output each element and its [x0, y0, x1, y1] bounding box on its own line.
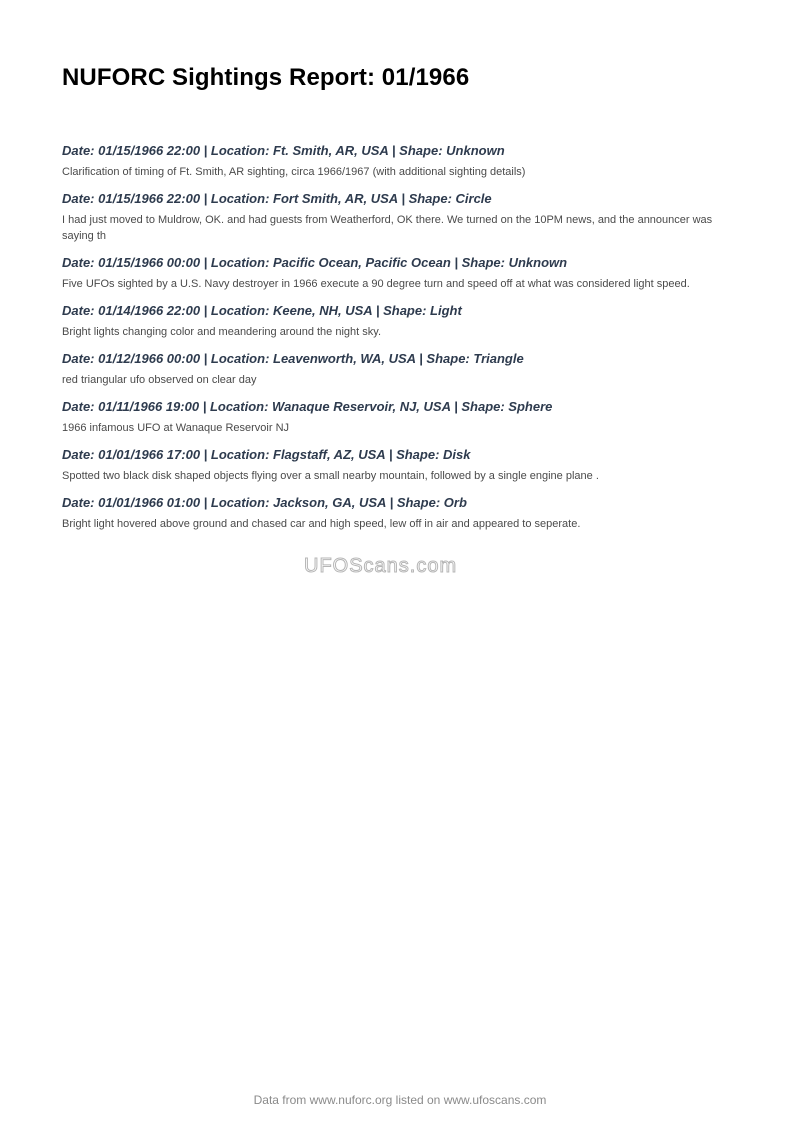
list-item — [62, 494, 742, 532]
sighting-heading: Date: 01/14/1966 22:00 | Location: Keene, NH, USA | Shape: Light — [62, 303, 462, 318]
list-item — [62, 302, 742, 340]
sighting-heading: Date: 01/01/1966 01:00 | Location: Jackson, GA, USA | Shape: Orb — [62, 495, 467, 510]
sighting-heading: Date: 01/15/1966 22:00 | Location: Ft. Smith, AR, USA | Shape: Unknown — [62, 143, 505, 158]
page-title: NUFORC Sightings Report: 01/1966 — [62, 64, 470, 91]
sighting-description: I had just moved to Muldrow, OK. and had guests from Weatherford, OK there. We turned on the 10PM news, and the announcer was saying th — [62, 214, 713, 242]
sighting-description: Bright light hovered above ground and chased car and high speed, lew off in air and appeared to seperate. — [62, 518, 581, 530]
list-item — [62, 398, 742, 436]
sighting-description: Five UFOs sighted by a U.S. Navy destroyer in 1966 execute a 90 degree turn and speed off at what was considered light speed. — [62, 278, 690, 290]
sighting-heading: Date: 01/01/1966 17:00 | Location: Flagstaff, AZ, USA | Shape: Disk — [62, 447, 471, 462]
sighting-heading: Date: 01/15/1966 00:00 | Location: Pacific Ocean, Pacific Ocean | Shape: Unknown — [62, 255, 568, 270]
list-item — [62, 446, 742, 484]
sighting-heading: Date: 01/11/1966 19:00 | Location: Wanaque Reservoir, NJ, USA | Shape: Sphere — [62, 399, 553, 414]
sighting-description: Bright lights changing color and meandering around the night sky. — [62, 326, 381, 338]
page-footer: Data from www.nuforc.org listed on www.ufoscans.com — [253, 1093, 547, 1107]
watermark: UFOScans.com — [304, 555, 458, 577]
sighting-description: 1966 infamous UFO at Wanaque Reservoir NJ — [62, 422, 290, 434]
sighting-description: red triangular ufo observed on clear day — [62, 374, 257, 386]
sighting-description: Clarification of timing of Ft. Smith, AR sighting, circa 1966/1967 (with additional sighting details) — [62, 166, 526, 178]
list-item — [62, 350, 742, 388]
sighting-description: Spotted two black disk shaped objects flying over a small nearby mountain, followed by a single engine plane . — [62, 470, 599, 482]
list-item — [62, 254, 742, 292]
sightings-list — [62, 142, 742, 542]
list-item — [62, 142, 742, 180]
list-item — [62, 190, 742, 244]
sighting-heading: Date: 01/12/1966 00:00 | Location: Leavenworth, WA, USA | Shape: Triangle — [62, 351, 524, 366]
sighting-heading: Date: 01/15/1966 22:00 | Location: Fort Smith, AR, USA | Shape: Circle — [62, 191, 492, 206]
